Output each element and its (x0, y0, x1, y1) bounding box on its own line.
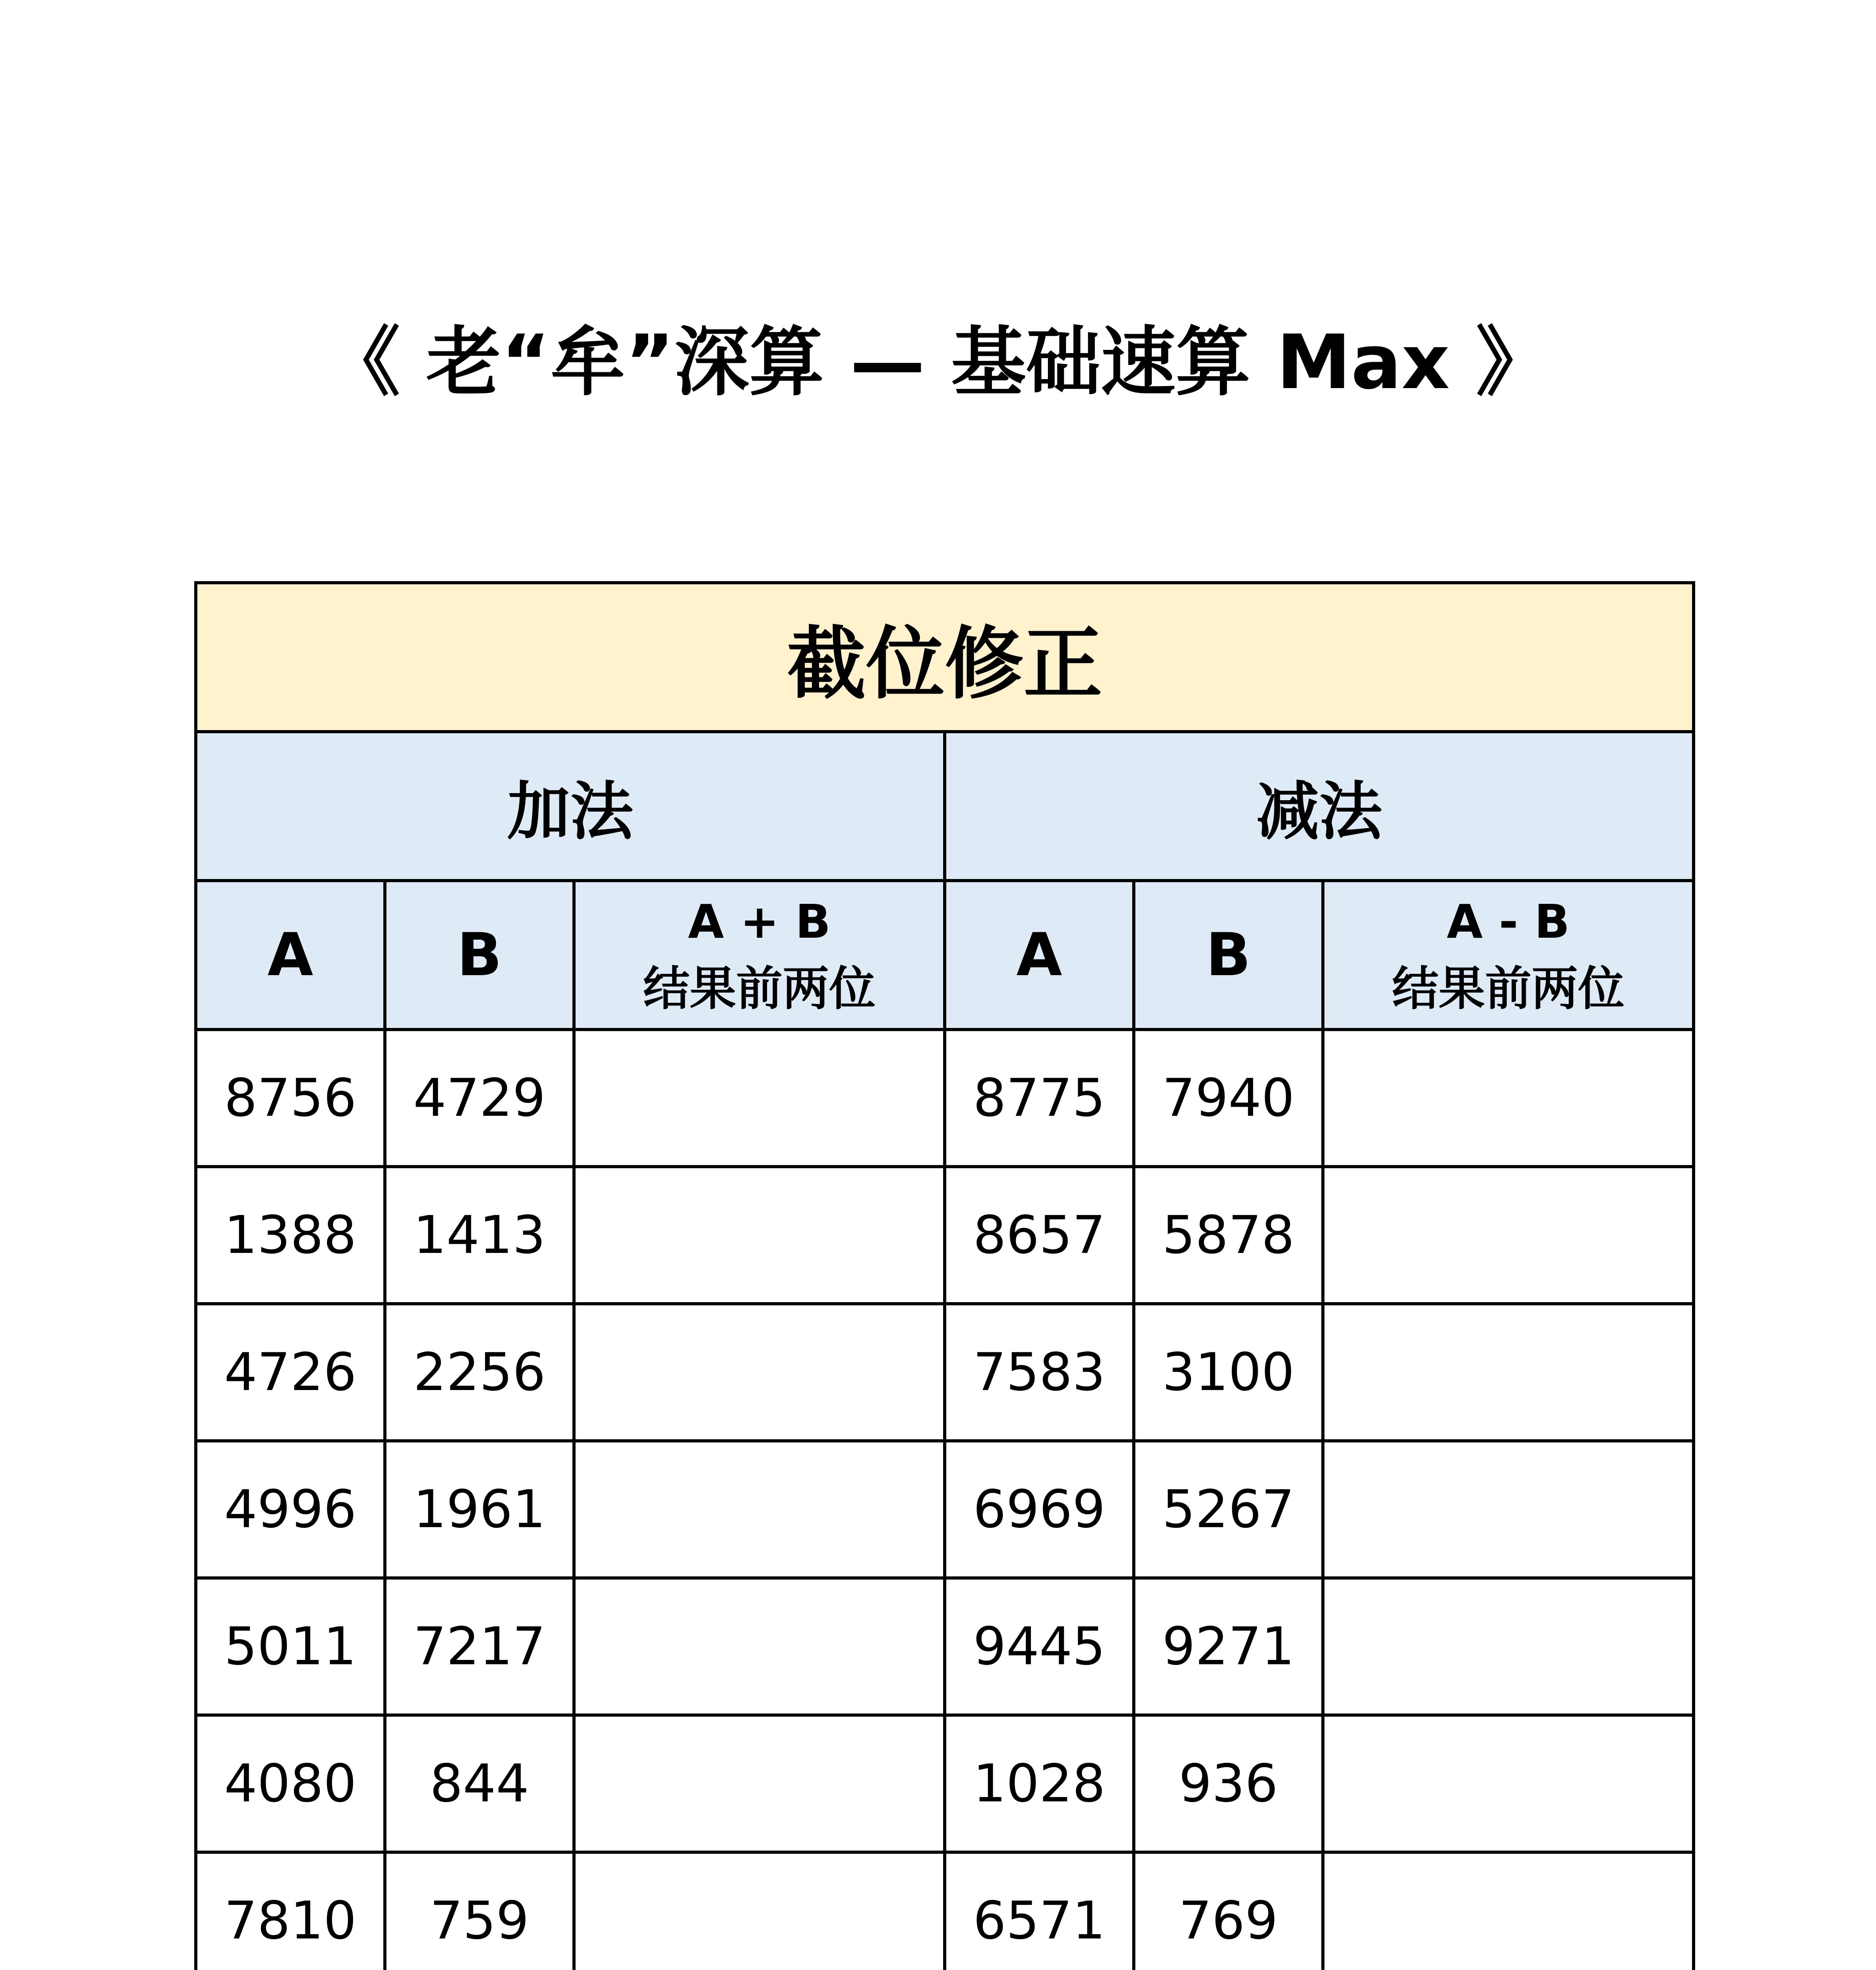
sub-b-cell: 5878 (1134, 1167, 1323, 1304)
add-a-cell: 8756 (196, 1030, 385, 1167)
sub-a-cell: 1028 (945, 1715, 1134, 1852)
add-result-header (574, 881, 945, 1030)
sub-b-cell: 936 (1134, 1715, 1323, 1852)
add-result-cell[interactable] (574, 1852, 945, 1970)
add-result-cell[interactable] (574, 1715, 945, 1852)
sub-a-cell: 9445 (945, 1578, 1134, 1715)
sub-b-cell: 7940 (1134, 1030, 1323, 1167)
sub-b-cell: 9271 (1134, 1578, 1323, 1715)
sub-b-cell: 769 (1134, 1852, 1323, 1970)
add-result-cell[interactable] (574, 1030, 945, 1167)
add-a-cell: 4080 (196, 1715, 385, 1852)
add-a-cell: 7810 (196, 1852, 385, 1970)
sub-result-cell[interactable] (1323, 1852, 1694, 1970)
sub-result-cell[interactable] (1323, 1304, 1694, 1441)
sub-result-cell[interactable] (1323, 1715, 1694, 1852)
add-result-header-formula: A + B (688, 894, 831, 949)
add-result-cell[interactable] (574, 1167, 945, 1304)
table-row (196, 1304, 1694, 1441)
add-result-header-caption: 结果前两位 (643, 961, 876, 1016)
add-result-cell[interactable] (574, 1578, 945, 1715)
sub-result-cell[interactable] (1323, 1441, 1694, 1578)
sub-result-cell[interactable] (1323, 1167, 1694, 1304)
add-a-cell: 4726 (196, 1304, 385, 1441)
add-b-cell: 2256 (385, 1304, 574, 1441)
subtraction-section-header: 减法 (945, 732, 1694, 881)
add-result-cell[interactable] (574, 1304, 945, 1441)
add-b-cell: 1413 (385, 1167, 574, 1304)
addition-section-header: 加法 (196, 732, 945, 881)
add-col-a-header: A (196, 881, 385, 1030)
table-banner: 截位修正 (196, 583, 1694, 732)
add-b-cell: 7217 (385, 1578, 574, 1715)
sub-result-cell[interactable] (1323, 1030, 1694, 1167)
sub-col-b-header: B (1134, 881, 1323, 1030)
add-result-cell[interactable] (574, 1441, 945, 1578)
sub-result-cell[interactable] (1323, 1578, 1694, 1715)
add-a-cell: 1388 (196, 1167, 385, 1304)
add-b-cell: 4729 (385, 1030, 574, 1167)
table-row (196, 1578, 1694, 1715)
add-a-cell: 5011 (196, 1578, 385, 1715)
table-row (196, 1715, 1694, 1852)
sub-result-header-caption: 结果前两位 (1392, 961, 1625, 1016)
sub-result-header (1323, 881, 1694, 1030)
sub-b-cell: 5267 (1134, 1441, 1323, 1578)
sub-a-cell: 6969 (945, 1441, 1134, 1578)
table-row (196, 1852, 1694, 1970)
sub-b-cell: 3100 (1134, 1304, 1323, 1441)
sub-a-cell: 8775 (945, 1030, 1134, 1167)
sub-a-cell: 7583 (945, 1304, 1134, 1441)
sub-col-a-header: A (945, 881, 1134, 1030)
add-b-cell: 759 (385, 1852, 574, 1970)
add-b-cell: 844 (385, 1715, 574, 1852)
worksheet-table (194, 581, 1695, 1970)
sub-a-cell: 6571 (945, 1852, 1134, 1970)
table-row (196, 1030, 1694, 1167)
sub-a-cell: 8657 (945, 1167, 1134, 1304)
table-row (196, 1441, 1694, 1578)
add-a-cell: 4996 (196, 1441, 385, 1578)
table-row (196, 1167, 1694, 1304)
sub-result-header-formula: A - B (1447, 894, 1570, 949)
page-title: 《 老“牟”深算 — 基础速算 Max 》 (325, 319, 1551, 406)
add-col-b-header: B (385, 881, 574, 1030)
add-b-cell: 1961 (385, 1441, 574, 1578)
